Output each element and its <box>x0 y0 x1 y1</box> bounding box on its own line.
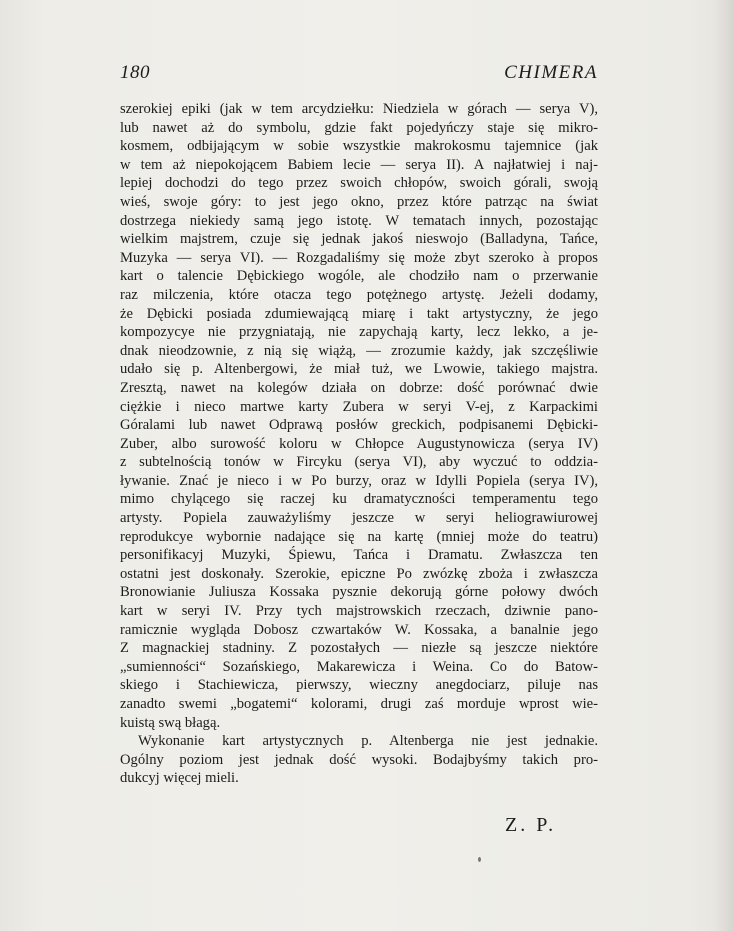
text-line: personifikacyj Muzyki, Śpiewu, Tańca i Dramatu. Zwłaszcza ten <box>120 547 598 564</box>
paragraph-1 <box>120 100 598 732</box>
text-line: „sumienności“ Sozańskiego, Makarewicza i Weina. Co do Batow- <box>120 658 598 675</box>
author-signature: Z. P. <box>505 814 557 836</box>
text-line: Zresztą, nawet na kolegów działa on dobrze: dość porównać dwie <box>120 379 598 396</box>
text-line: wielkim majstrem, czuje się jednak jakoś nieswojo (Balladyna, Tańce, <box>120 231 598 248</box>
text-line: Z magnackiej stadniny. Z pozostałych — niezłe są jeszcze niektóre <box>120 640 598 657</box>
text-line: ciężkie i nieco martwe karty Zubera w seryi V-ej, z Karpackimi <box>120 398 598 415</box>
text-line: kart w seryi IV. Przy tych majstrowskich rzeczach, dziwnie pano- <box>120 603 598 620</box>
text-line: w tem aż niepokojącem Babiem lecie — serya II). A najłatwiej i naj- <box>120 156 598 173</box>
text-line: Zuber, albo surowość koloru w Chłopce Augustynowicza (serya IV) <box>120 435 598 452</box>
text-line: lepiej dochodzi do tego przez swoich chłopów, swoich górali, swoją <box>120 175 598 192</box>
text-line: mimo chylącego się raczej ku dramatyczności temperamentu tego <box>120 491 598 508</box>
page-edge-shadow <box>715 0 733 931</box>
text-line: kuistą swą błagą. <box>120 714 221 731</box>
text-line: kart o talencie Dębickiego wogóle, ale chodziło nam o przerwanie <box>120 268 598 285</box>
text-line: ływanie. Znać je nieco i w Po burzy, oraz w Idylli Popiela (serya IV), <box>120 472 598 489</box>
text-line: dukcyj więcej mieli. <box>120 770 239 787</box>
text-line: dnak nieodzownie, z nią się wiążą, — zrozumie każdy, jak szczęśliwie <box>120 342 598 359</box>
text-line: szerokiej epiki (jak w tem arcydziełku: Niedziela w górach — serya V), <box>120 101 598 117</box>
text-line: z subtelnością tonów w Fircyku (serya VI), aby wyczuć to oddzia- <box>120 454 598 471</box>
text-line: ramicznie wygląda Dobosz czwartaków W. Kossaka, a banalnie jego <box>120 621 598 638</box>
text-line: dostrzega niekiedy samą jego istotę. W tematach innych, pozostając <box>120 212 598 229</box>
text-line: Muzyka — serya VI). — Rozgadaliśmy się może zbyt szeroko à propos <box>120 249 598 266</box>
text-line: artysty. Popiela zauważyliśmy jeszcze w seryi heliograwiurowej <box>120 510 598 527</box>
text-line: wieś, swoje góry: to jest jego okno, przez które patrząc na świat <box>120 193 598 210</box>
running-head <box>120 62 598 88</box>
text-line: Ogólny poziom jest jednak dość wysoki. Bodajbyśmy takich pro- <box>120 751 598 768</box>
text-line: lub nawet aż do symbolu, gdzie fakt pojedyńczy staje się mikro- <box>120 119 598 136</box>
text-line: Bronowianie Juliusza Kossaka pysznie dekorują górne połowy dwóch <box>120 584 598 601</box>
text-line: Wykonanie kart artystycznych p. Altenberga nie jest jednakie. <box>138 733 598 750</box>
text-line: raz milczenia, które otacza tego potężnego artystę. Jeżeli dodamy, <box>120 286 598 303</box>
text-line: skiego i Stachiewicza, pierwszy, wieczny anegdociarz, piluje nas <box>120 677 598 694</box>
text-line: że Dębicki posiada zdumiewającą miarę i takt artystyczny, że jego <box>120 305 598 322</box>
text-line: Góralami lub nawet Odprawą posłów greckich, podpisanemi Dębicki- <box>120 417 598 434</box>
journal-title: CHIMERA <box>504 62 598 83</box>
text-line: kosmem, odbijającym w sobie wszystkie makrokosmu tajemnice (jak <box>120 138 598 155</box>
text-line: ostatni jest doskonały. Szerokie, epiczne Po zwózkę zboża i zwłaszcza <box>120 565 598 582</box>
page-number: 180 <box>120 62 150 83</box>
body-text <box>120 100 598 788</box>
text-line: kompozycye nie przygniatają, nie zapychają karty, lecz lekko, a je- <box>120 324 598 341</box>
ink-speck <box>478 857 481 862</box>
text-line: reprodukcye wybornie nadające się na kartę (mniej może do teatru) <box>120 528 598 545</box>
paragraph-2 <box>120 732 598 788</box>
text-line: udało się p. Altenbergowi, że miał tuż, we Lwowie, takiego majstra. <box>120 361 598 378</box>
text-line: zanadto swemi „bogatemi“ kolorami, drugi zaś morduje wprost wie- <box>120 696 598 712</box>
